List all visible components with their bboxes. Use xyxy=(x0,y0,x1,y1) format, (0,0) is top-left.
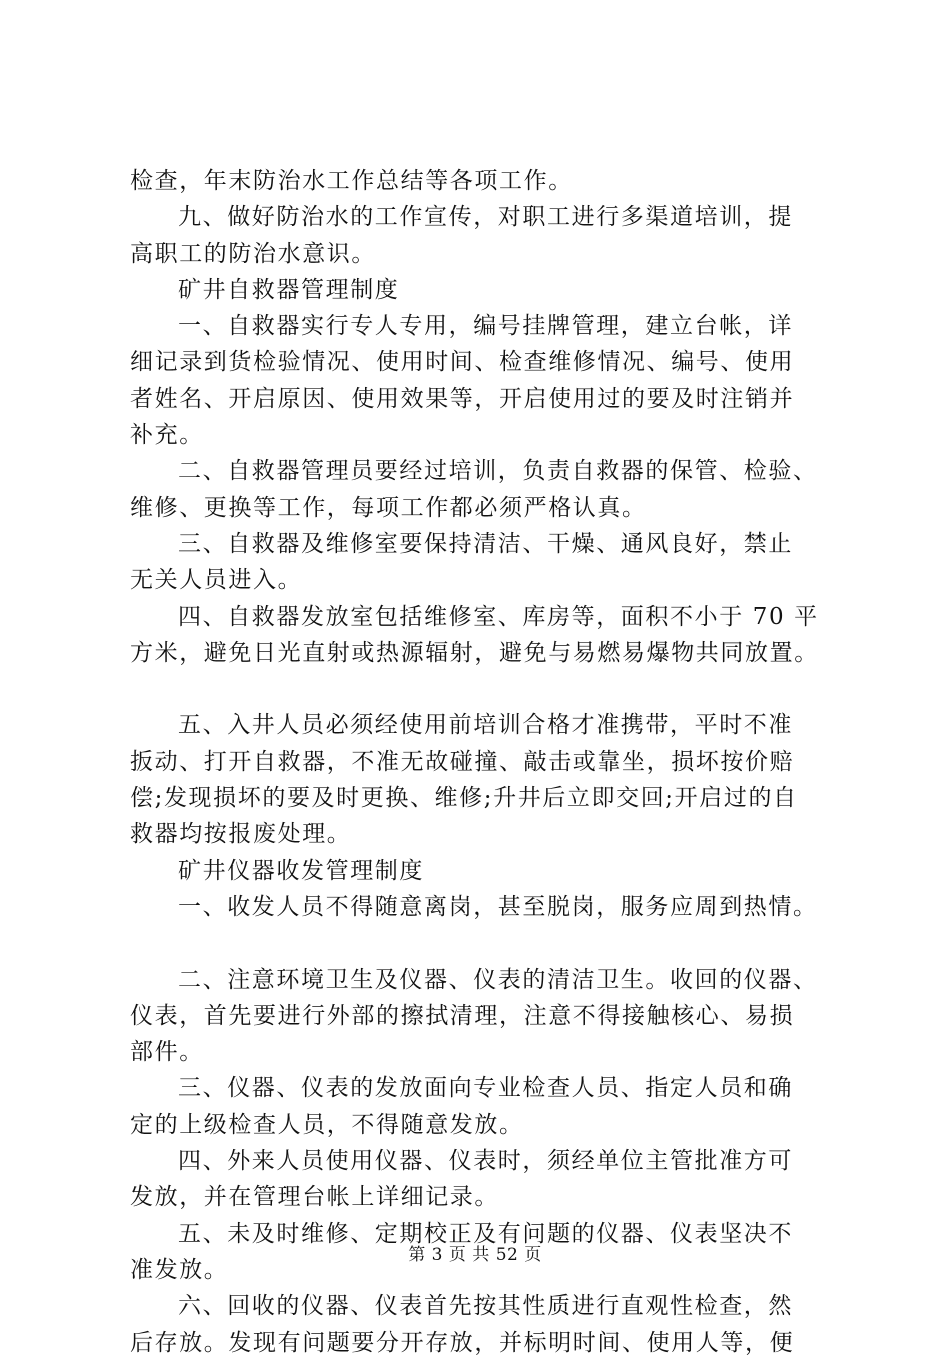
text-line: 补充。 xyxy=(130,422,204,449)
text-line: 五、未及时维修、定期校正及有问题的仪器、仪表坚决不 xyxy=(178,1220,793,1247)
text-line: 方米，避免日光直射或热源辐射，避免与易燃易爆物共同放置。 xyxy=(130,639,819,666)
section-heading: 矿井仪器收发管理制度 xyxy=(178,857,424,884)
page-number-footer: 第 3 页 共 52 页 xyxy=(408,1245,542,1265)
text-line: 六、回收的仪器、仪表首先按其性质进行直观性检查，然 xyxy=(178,1293,793,1320)
text-line: 后存放。发现有问题要分开存放，并标明时间、使用人等，便 xyxy=(130,1329,795,1356)
blank-line xyxy=(130,925,845,961)
text-line: 二、自救器管理员要经过培训，负责自救器的保管、检验、 xyxy=(178,458,818,485)
text-line: 者姓名、开启原因、使用效果等，开启使用过的要及时注销并 xyxy=(130,385,795,412)
text-line: 高职工的防治水意识。 xyxy=(130,240,376,267)
text-line: 三、仪器、仪表的发放面向专业检查人员、指定人员和确 xyxy=(178,1075,793,1102)
text-line: 九、做好防治水的工作宣传，对职工进行多渠道培训，提 xyxy=(178,204,793,231)
text-line: 准发放。 xyxy=(130,1256,229,1283)
text-line: 一、收发人员不得随意离岗，甚至脱岗，服务应周到热情。 xyxy=(178,893,818,920)
blank-line xyxy=(130,671,845,707)
section-heading: 矿井自救器管理制度 xyxy=(178,276,400,303)
text-line: 四、外来人员使用仪器、仪表时，须经单位主管批准方可 xyxy=(178,1148,793,1175)
text-line: 发放，并在管理台帐上详细记录。 xyxy=(130,1184,499,1211)
text-line: 定的上级检查人员，不得随意发放。 xyxy=(130,1111,524,1138)
text-line: 三、自救器及维修室要保持清洁、干燥、通风良好，禁止 xyxy=(178,530,793,557)
text-line: 维修、更换等工作，每项工作都必须严格认真。 xyxy=(130,494,647,521)
text-line: 二、注意环境卫生及仪器、仪表的清洁卫生。收回的仪器、 xyxy=(178,966,818,993)
text-line: 部件。 xyxy=(130,1039,204,1066)
text-line: 扳动、打开自救器，不准无故碰撞、敲击或靠坐，损坏按价赔 xyxy=(130,748,795,775)
text-line: 无关人员进入。 xyxy=(130,567,303,594)
text-line: 五、入井人员必须经使用前培训合格才准携带，平时不准 xyxy=(178,712,793,739)
text-line: 检查，年末防治水工作总结等各项工作。 xyxy=(130,168,573,194)
text-line: 细记录到货检验情况、使用时间、检查维修情况、编号、使用 xyxy=(130,349,795,376)
text-line: 救器均按报废处理。 xyxy=(130,821,352,848)
text-line: 一、自救器实行专人专用，编号挂牌管理，建立台帐，详 xyxy=(178,313,793,340)
text-line: 四、自救器发放室包括维修室、库房等，面积不小于 70 平 xyxy=(178,603,819,630)
document-body xyxy=(130,163,845,1361)
text-line: 偿;发现损坏的要及时更换、维修;升井后立即交回;开启过的自 xyxy=(130,785,798,812)
text-line: 仪表，首先要进行外部的擦拭清理，注意不得接触核心、易损 xyxy=(130,1002,795,1029)
